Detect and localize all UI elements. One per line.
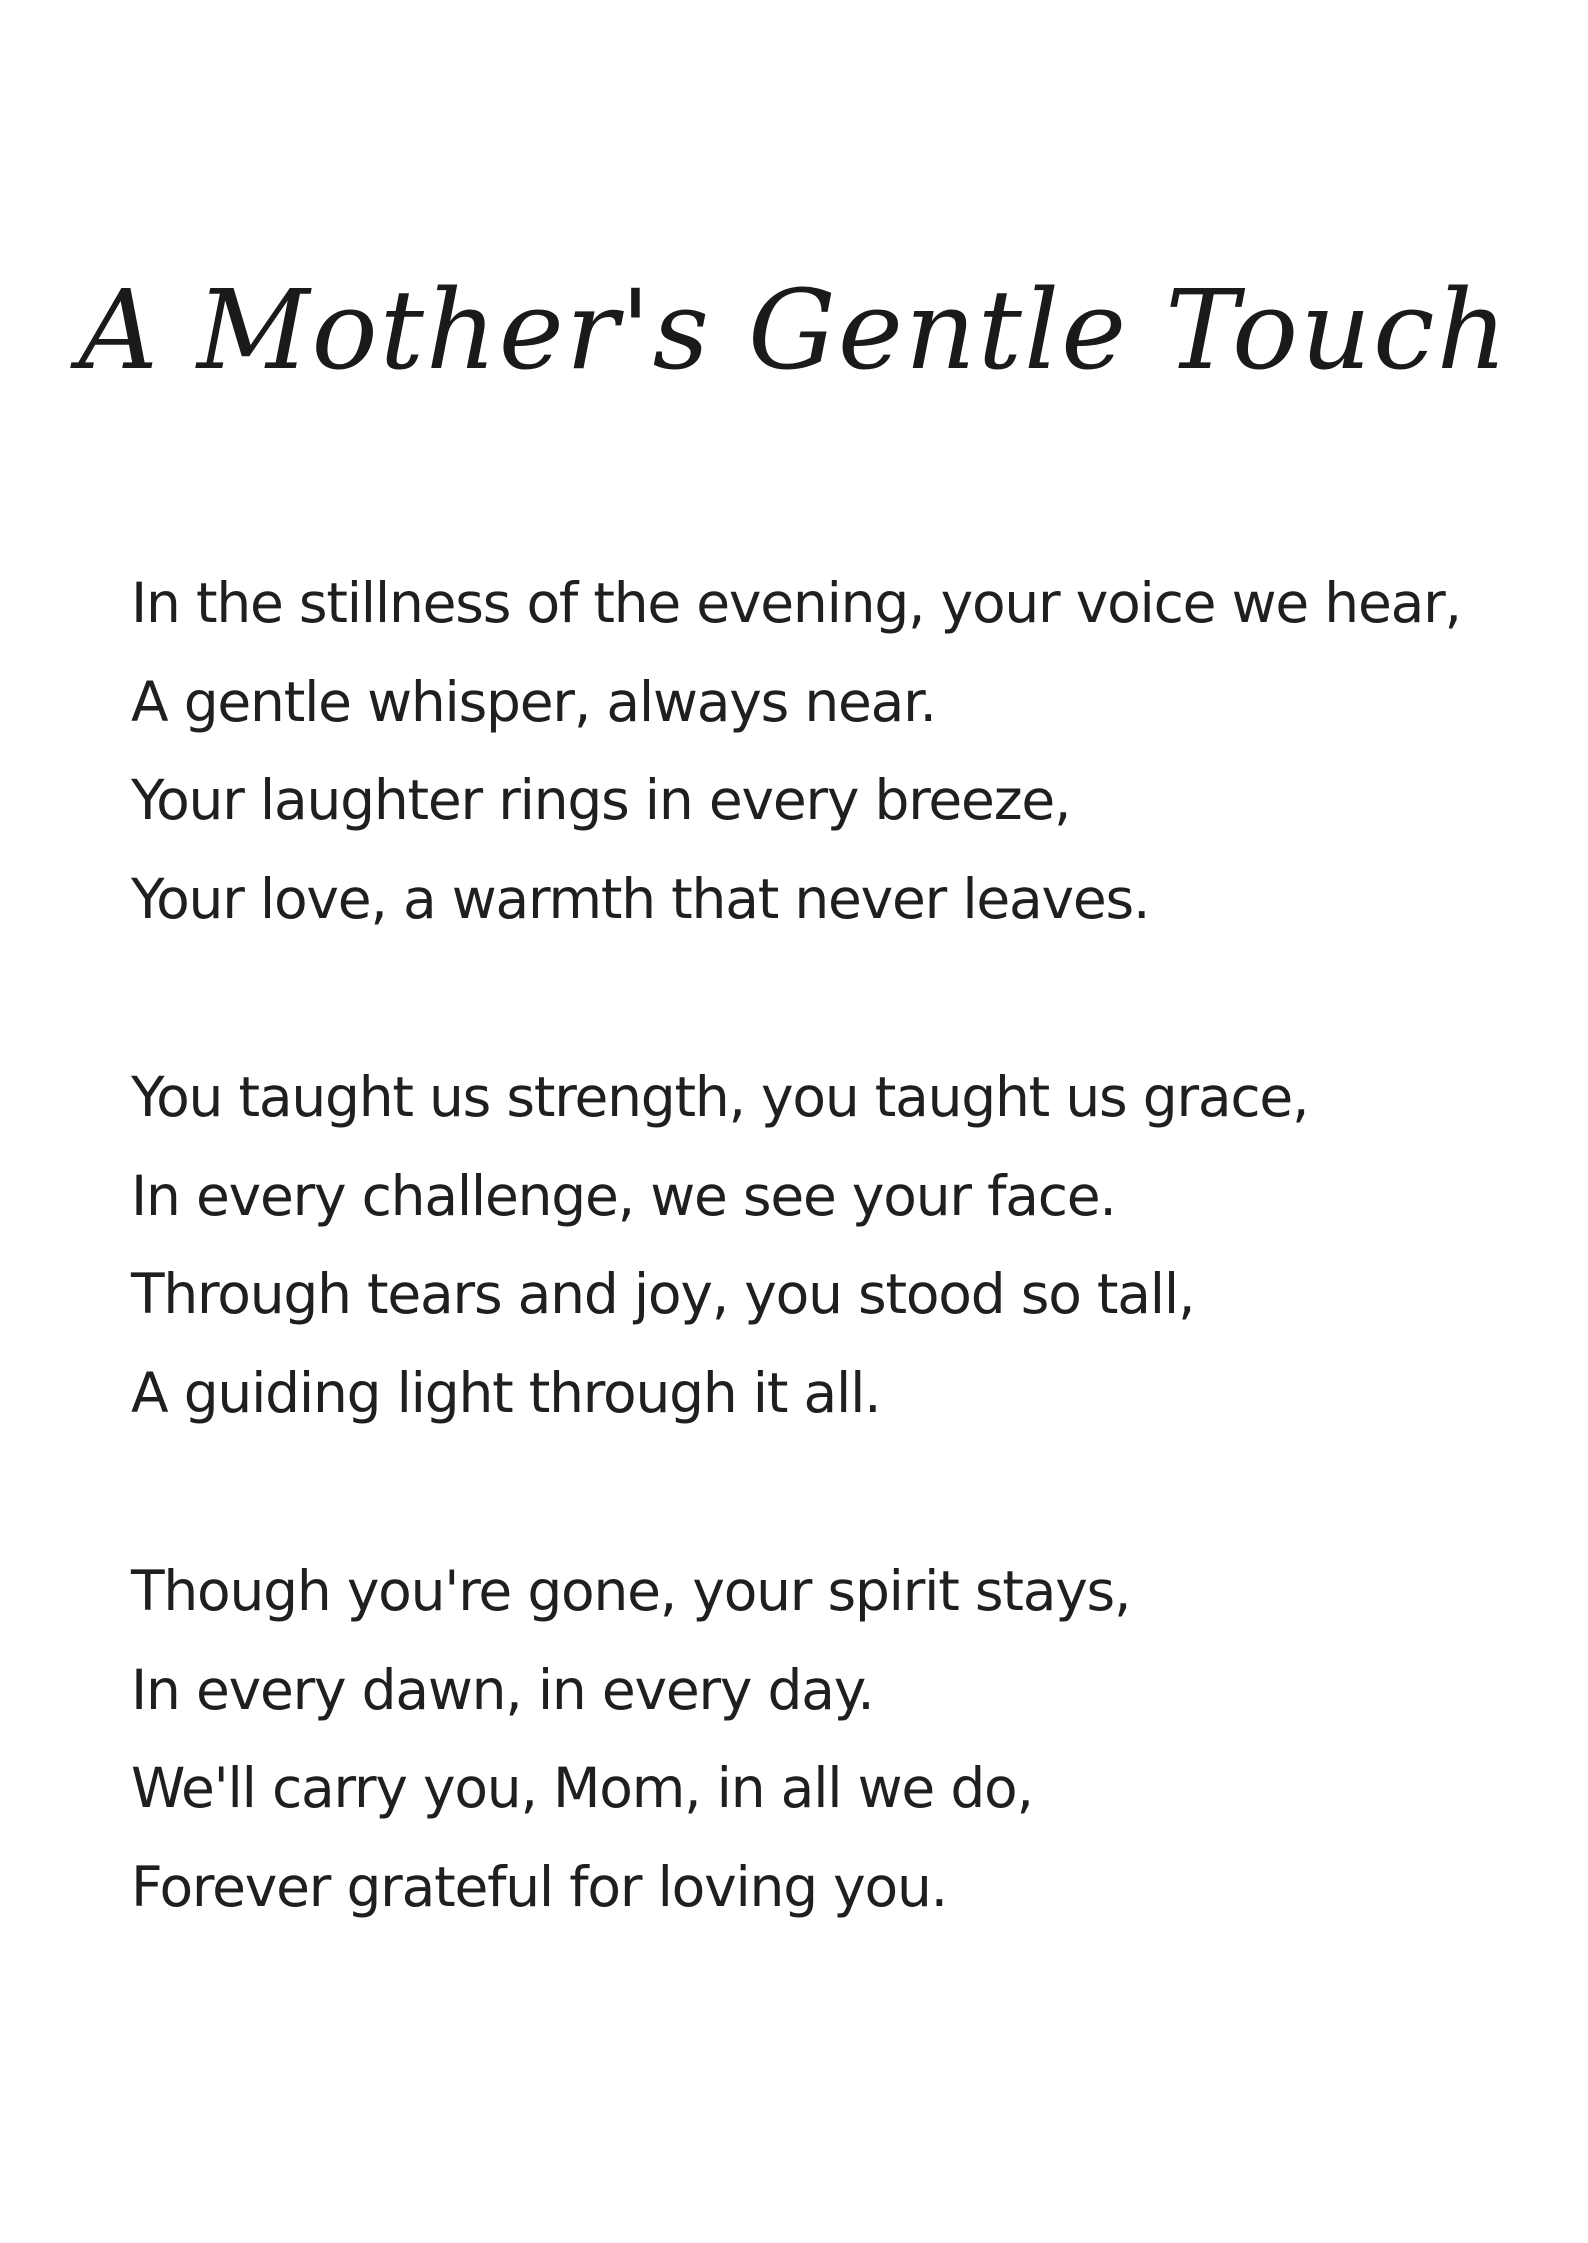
stanza-3 (131, 1542, 1551, 1936)
stanza-2 (131, 1048, 1551, 1442)
poem-line: Your laughter rings in every breeze, (131, 768, 1071, 832)
poem-line: A gentle whisper, always near. (131, 669, 936, 734)
poem-body (131, 554, 1551, 2036)
poem-line: Forever grateful for loving you. (131, 1854, 947, 1919)
poem-line: In every challenge, we see your face. (131, 1163, 1116, 1228)
stanza-1 (131, 554, 1551, 948)
poem-line: Though you're gone, your spirit stays, (131, 1559, 1131, 1623)
poem-title: A Mother's Gentle Touch (78, 266, 1510, 394)
poem-line: A guiding light through it all. (131, 1360, 881, 1425)
poem-line: You taught us strength, you taught us grace, (131, 1065, 1309, 1129)
poem-line: In every dawn, in every day. (131, 1657, 874, 1722)
poem-line: Through tears and joy, you stood so tall, (131, 1262, 1195, 1326)
poem-line: In the stillness of the evening, your voice we hear, (131, 571, 1461, 635)
poem-line: We'll carry you, Mom, in all we do, (131, 1756, 1033, 1820)
poem-line: Your love, a warmth that never leaves. (131, 866, 1150, 931)
